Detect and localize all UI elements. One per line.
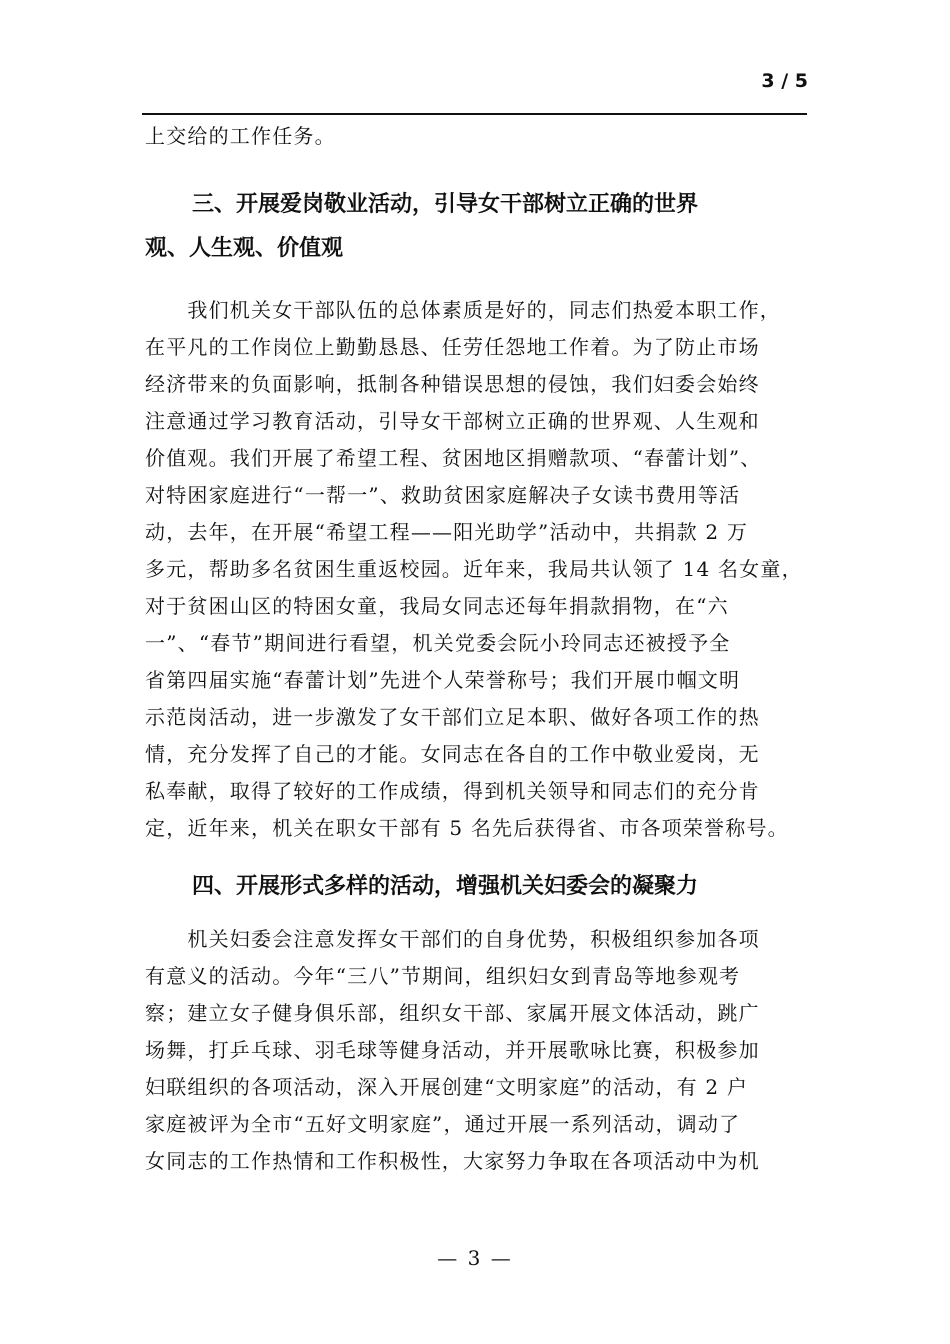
paragraph-line: 在平凡的工作岗位上勤勤恳恳、任劳任怨地工作着。为了防止市场 — [145, 335, 760, 359]
section-3-heading-line-2: 观、人生观、价值观 — [145, 236, 344, 261]
paragraph-line: 妇联组织的各项活动，深入开展创建“文明家庭”的活动，有 2 户 — [145, 1075, 749, 1099]
paragraph-line: 私奉献，取得了较好的工作成绩，得到机关领导和同志们的充分肯 — [145, 779, 760, 803]
document-body — [145, 118, 805, 1180]
section-4-paragraph — [145, 921, 805, 1180]
paragraph-line: 多元，帮助多名贫困生重返校园。近年来，我局共认领了 14 名女童， — [145, 557, 803, 581]
section-3-heading — [145, 183, 805, 271]
paragraph-line: 上交给的工作任务。 — [145, 124, 336, 148]
paragraph-line: 对于贫困山区的特困女童，我局女同志还每年捐款捐物，在“六 — [145, 594, 729, 618]
paragraph-line: 价值观。我们开展了希望工程、贫困地区捐赠款项、“春蕾计划”、 — [145, 446, 762, 470]
page-indicator: 3 / 5 — [761, 70, 808, 92]
paragraph-line: 经济带来的负面影响，抵制各种错误思想的侵蚀，我们妇委会始终 — [145, 372, 760, 396]
section-3-paragraph — [145, 292, 805, 847]
section-4-heading: 四、开展形式多样的活动，增强机关妇委会的凝聚力 — [192, 874, 699, 899]
paragraph-line: 家庭被评为全市“五好文明家庭”，通过开展一系列活动，调动了 — [145, 1112, 741, 1136]
paragraph-line: 定，近年来，机关在职女干部有 5 名先后获得省、市各项荣誉称号。 — [145, 816, 789, 840]
paragraph-line: 我们机关女干部队伍的总体素质是好的，同志们热爱本职工作， — [145, 298, 781, 322]
paragraph-line: 动，去年，在开展“希望工程——阳光助学”活动中，共捐款 2 万 — [145, 520, 749, 544]
paragraph-line: 女同志的工作热情和工作积极性，大家努力争取在各项活动中为机 — [145, 1149, 760, 1173]
header-rule — [142, 113, 807, 115]
paragraph-line: 一”、“春节”期间进行看望，机关党委会阮小玲同志还被授予全 — [145, 631, 731, 655]
paragraph-line: 机关妇委会注意发挥女干部们的自身优势，积极组织参加各项 — [145, 927, 760, 951]
paragraph-line: 察；建立女子健身俱乐部，组织女干部、家属开展文体活动，跳广 — [145, 1001, 760, 1025]
paragraph-line: 示范岗活动，进一步激发了女干部们立足本职、做好各项工作的热 — [145, 705, 760, 729]
paragraph-line: 省第四届实施“春蕾计划”先进个人荣誉称号；我们开展巾帼文明 — [145, 668, 741, 692]
page-footer-number: — 3 — — [437, 1246, 513, 1270]
paragraph-line: 有意义的活动。今年“三八”节期间，组织妇女到青岛等地参观考 — [145, 964, 741, 988]
paragraph-line: 情，充分发挥了自己的才能。女同志在各自的工作中敬业爱岗，无 — [145, 742, 760, 766]
paragraph-line: 对特困家庭进行“一帮一”、救助贫困家庭解决子女读书费用等活 — [145, 483, 741, 507]
paragraph-line: 场舞，打乒乓球、羽毛球等健身活动，并开展歌咏比赛，积极参加 — [145, 1038, 760, 1062]
paragraph-line: 注意通过学习教育活动，引导女干部树立正确的世界观、人生观和 — [145, 409, 760, 433]
section-3-heading-line-1: 三、开展爱岗敬业活动，引导女干部树立正确的世界 — [192, 192, 699, 217]
